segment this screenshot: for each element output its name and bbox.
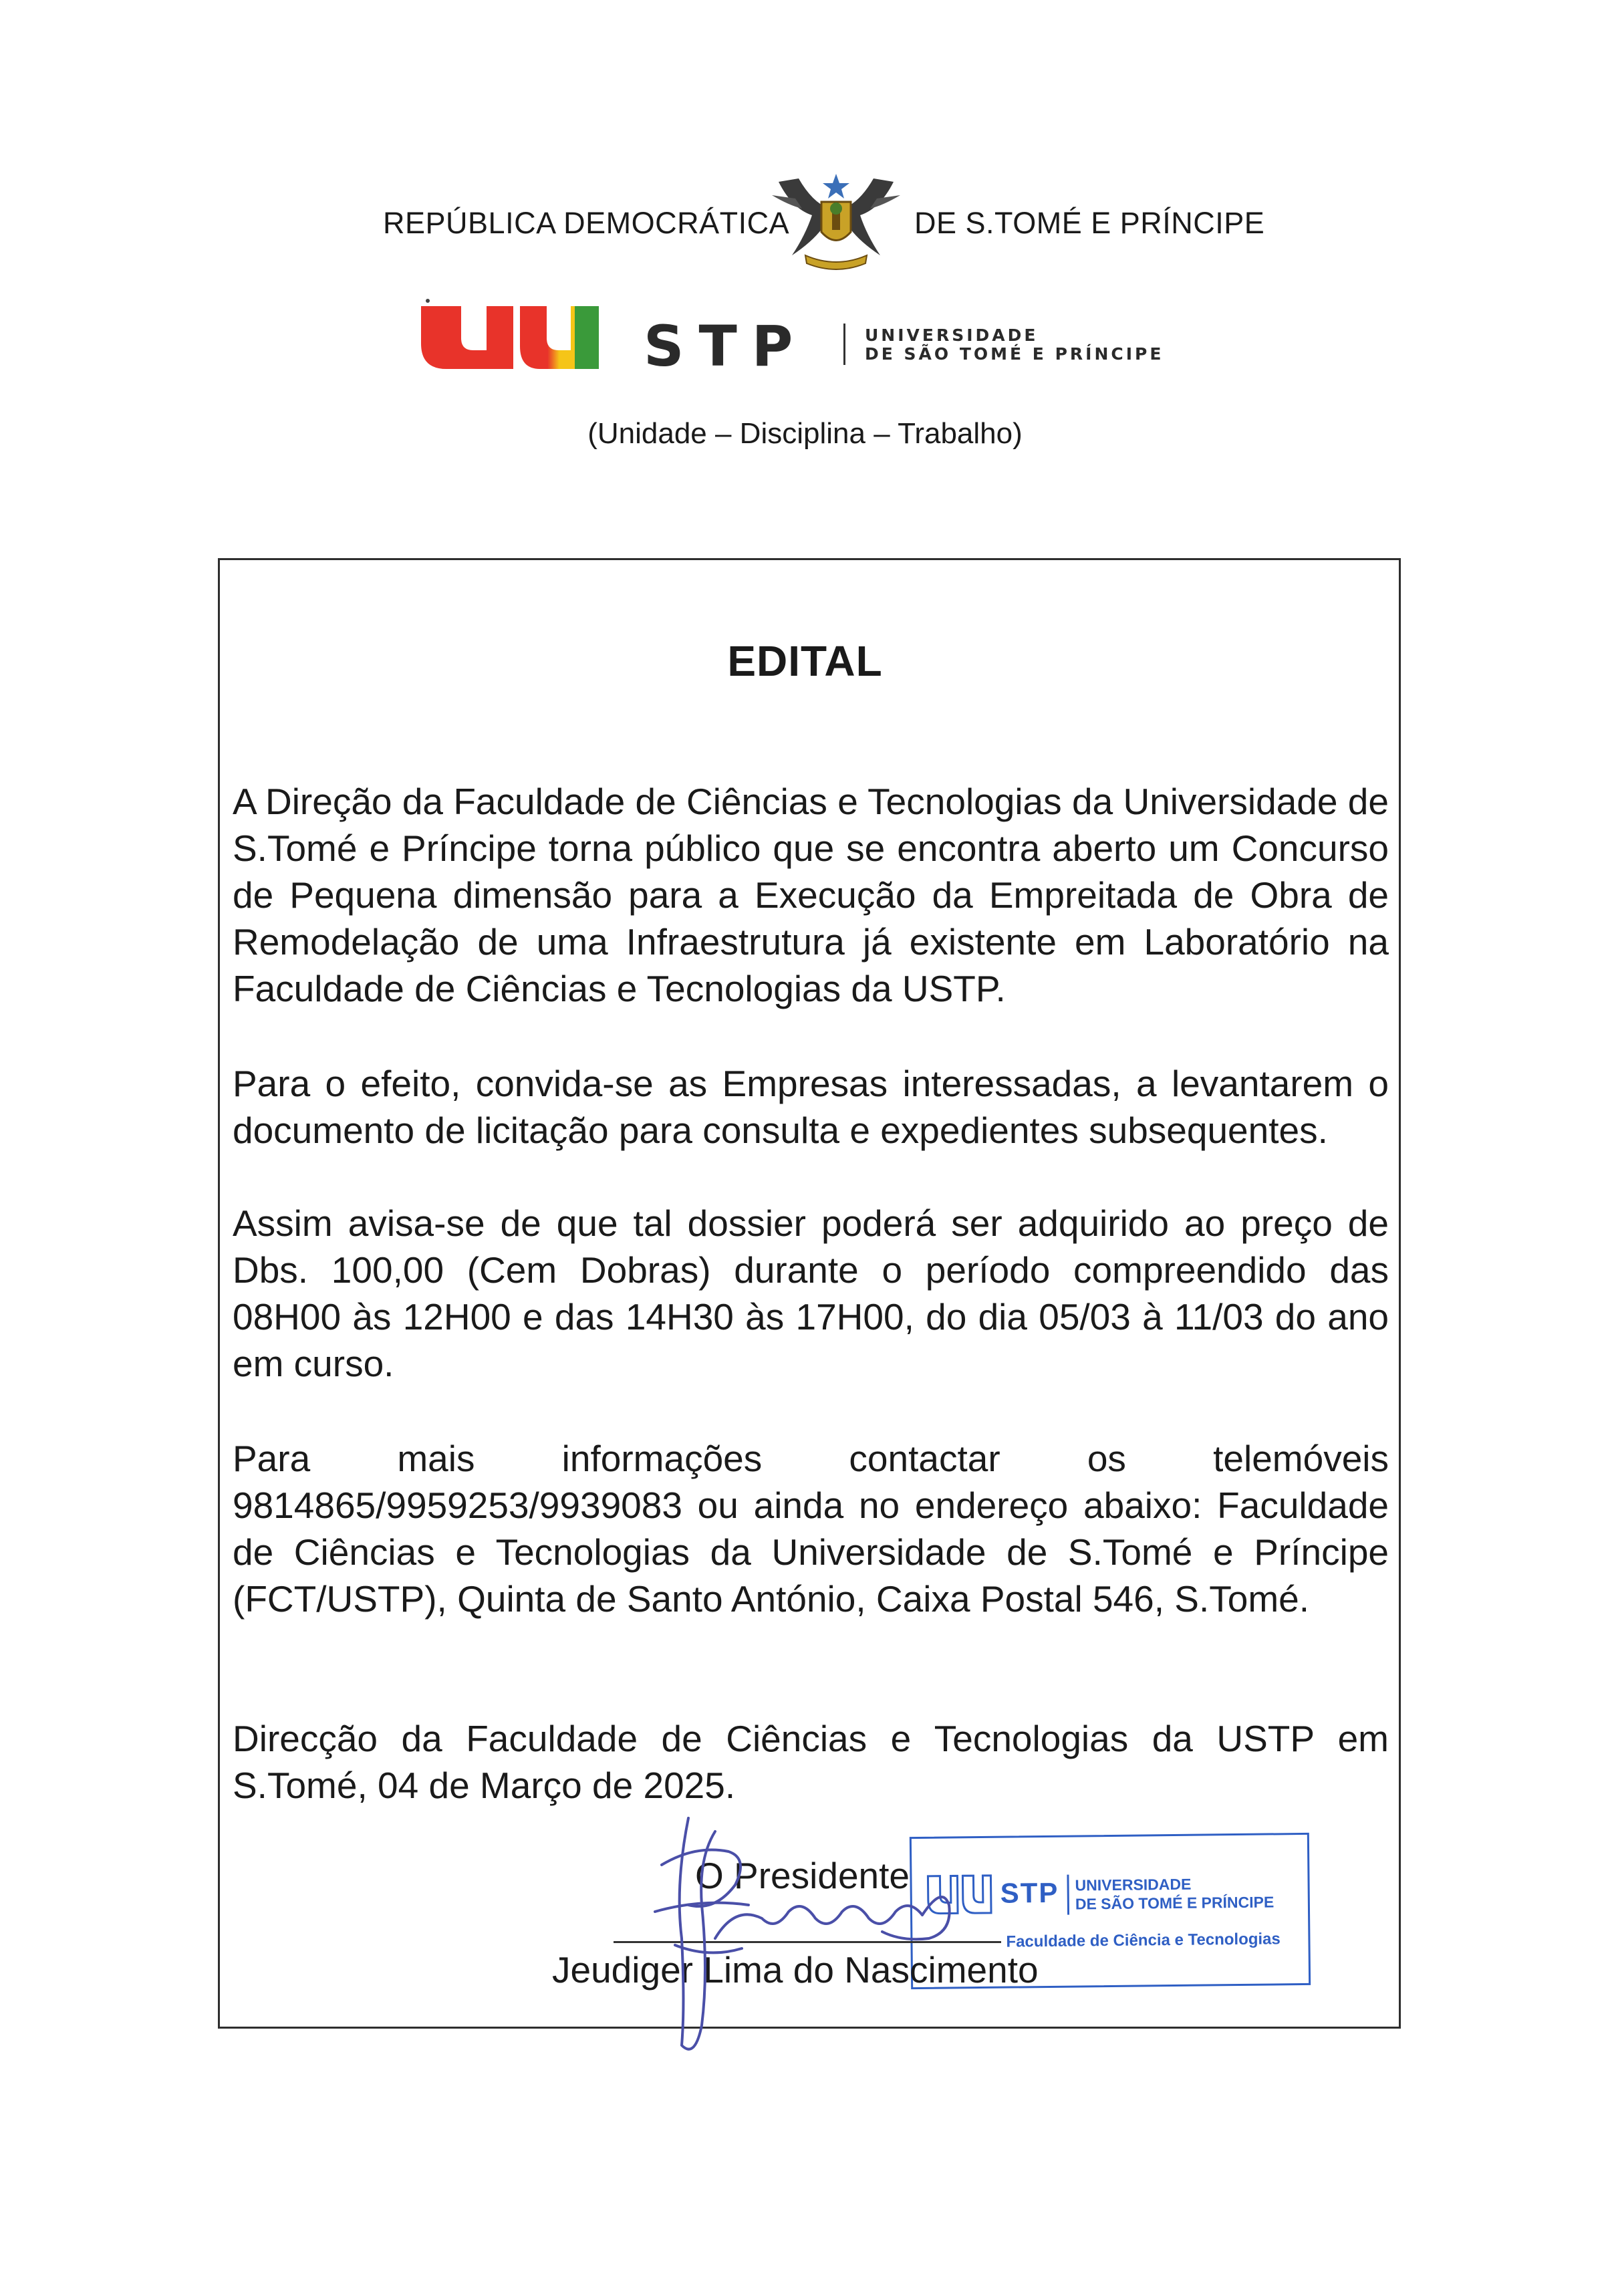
- logo-acronym: STP: [644, 313, 808, 379]
- signatory-name: Jeudiger Lima do Nascimento: [552, 1949, 1039, 1991]
- document-title: EDITAL: [727, 637, 883, 685]
- paragraph-announcement: A Direção da Faculdade de Ciências e Tecnologias da Universidade de S.Tomé e Príncipe torna público que se encontra aberto um Concurso de Pequena dimensão para a Execução da Empreitada de Obra de Remodelação de uma Infraestrutura já existente em Laboratório na Faculdade de Ciências e Tecnologias da USTP.: [233, 781, 1389, 1009]
- logo-line-1: UNIVERSIDADE: [865, 326, 1039, 345]
- university-logo-icon: [420, 297, 634, 377]
- stamp-acronym: STP: [1000, 1876, 1059, 1909]
- stamp-faculty: Faculdade de Ciência e Tecnologias: [1006, 1930, 1281, 1951]
- logo-line-2: DE SÃO TOMÉ E PRÍNCIPE: [865, 344, 1164, 364]
- paragraph-date-place: Direcção da Faculdade de Ciências e Tecnologias da USTP em S.Tomé, 04 de Março de 2025.: [233, 1718, 1389, 1806]
- stamp-line-1: UNIVERSIDADE: [1075, 1875, 1192, 1894]
- stamp-university-name: [1075, 1874, 1274, 1913]
- country-name-left: REPÚBLICA DEMOCRÁTICA: [383, 206, 790, 240]
- coat-of-arms-icon: [765, 168, 907, 275]
- paragraph-price-schedule: Assim avisa-se de que tal dossier poderá ser adquirido ao preço de Dbs. 100,00 (Cem Dobras) durante o período compreendido das 08H00 às 12H00 e das 14H30 às 17H00, do dia 05/03 à 11/03 do ano em curso.: [233, 1202, 1389, 1384]
- logo-divider: [843, 324, 845, 365]
- country-name-right: DE S.TOMÉ E PRÍNCIPE: [914, 206, 1265, 240]
- stamp-divider: [1067, 1875, 1069, 1915]
- logo-university-name: [865, 326, 1164, 364]
- signatory-title: O Presidente: [695, 1855, 910, 1896]
- paragraph-contact: Para mais informações contactar os telemóveis 9814865/9959253/9939083 ou ainda no endereço abaixo: Faculdade de Ciências e Tecnologias da Universidade de S.Tomé e Príncipe (FCT/USTP), Quinta de Santo António, Caixa Postal 546, S.Tomé.: [233, 1438, 1389, 1620]
- motto: (Unidade – Disciplina – Trabalho): [587, 417, 1023, 450]
- stamp-line-2: DE SÃO TOMÉ E PRÍNCIPE: [1075, 1893, 1274, 1913]
- handwritten-signature-icon: [635, 1805, 1009, 2072]
- paragraph-invitation: Para o efeito, convida-se as Empresas interessadas, a levantarem o documento de licitação para consulta e expedientes subsequentes.: [233, 1063, 1389, 1151]
